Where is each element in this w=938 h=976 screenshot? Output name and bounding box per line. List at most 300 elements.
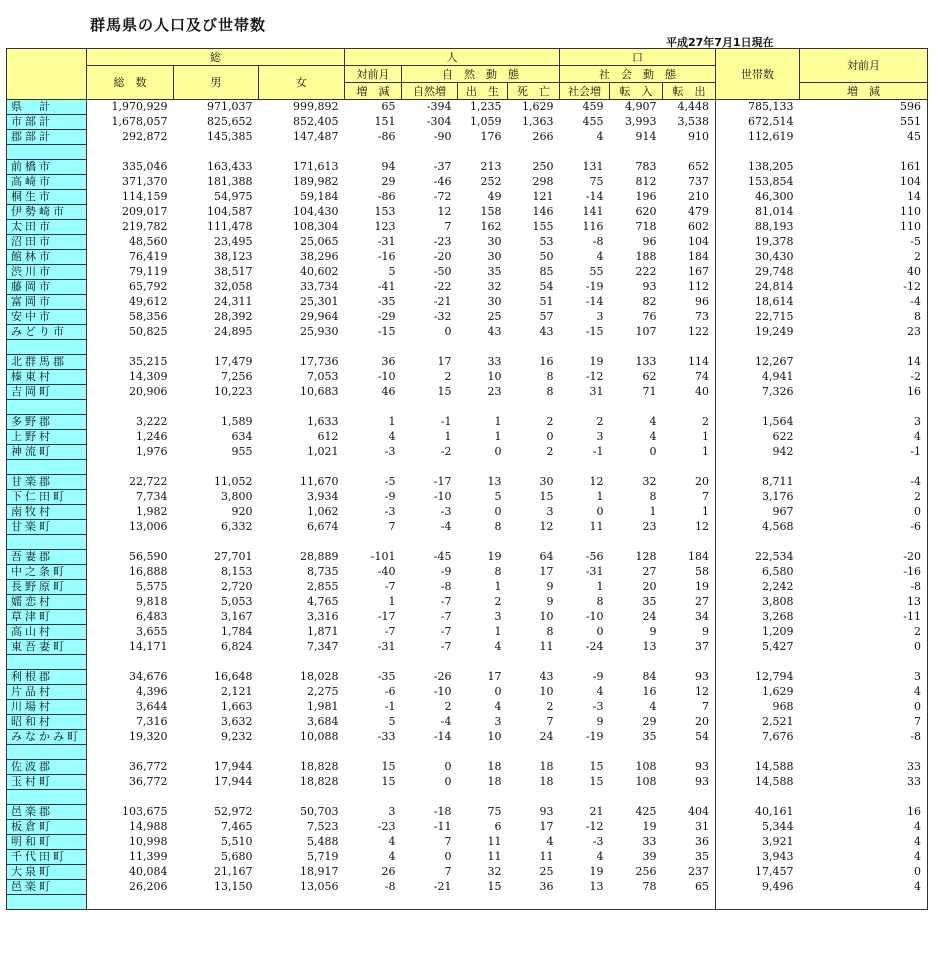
total-cell xyxy=(87,895,174,910)
moved-in-cell: 96 xyxy=(642,235,657,248)
female-cell: 38,296 xyxy=(300,250,339,263)
moved-out-cell: 112 xyxy=(688,280,709,293)
natural-increase-cell xyxy=(402,895,458,910)
moved-out-cell: 40 xyxy=(695,385,709,398)
households-cell: 153,854 xyxy=(716,175,800,190)
change-cell: 15 xyxy=(381,760,396,773)
table-row xyxy=(7,550,928,565)
male-cell: 3,632 xyxy=(221,715,253,728)
area-name: 北群馬郡 xyxy=(7,355,87,370)
area-name: 伊勢崎市 xyxy=(7,205,87,220)
natural-increase-cell xyxy=(402,400,458,415)
male-cell: 2,121 xyxy=(221,685,253,698)
table-row xyxy=(7,205,928,220)
deaths-cell: 12 xyxy=(539,520,554,533)
male-cell: 5,680 xyxy=(221,850,253,863)
social-increase-cell: 9 xyxy=(596,715,604,728)
area-name: 郡部計 xyxy=(7,130,87,145)
moved-out-cell: 404 xyxy=(688,805,709,818)
births-cell: 11 xyxy=(487,835,502,848)
household-change-cell: 33 xyxy=(800,775,928,790)
social-increase-cell: 4 xyxy=(596,130,604,143)
moved-in-cell: 76 xyxy=(642,310,657,323)
deaths-cell xyxy=(508,340,560,355)
natural-increase-cell: 0 xyxy=(444,775,452,788)
births-cell: 4 xyxy=(494,640,502,653)
table-row xyxy=(7,715,928,730)
moved-out-cell: 73 xyxy=(695,310,709,323)
social-increase-cell xyxy=(560,655,610,670)
births-cell: 25 xyxy=(487,310,502,323)
total-cell: 219,782 xyxy=(122,220,168,233)
spacer-row xyxy=(7,790,928,805)
change-cell xyxy=(345,745,402,760)
male-cell: 13,150 xyxy=(214,880,253,893)
moved-out-cell: 210 xyxy=(688,190,709,203)
social-increase-cell xyxy=(560,895,610,910)
households-cell: 7,676 xyxy=(716,730,800,745)
table-row xyxy=(7,385,928,400)
births-cell: 1,235 xyxy=(470,100,502,114)
change-cell xyxy=(345,340,402,355)
change-cell: -8 xyxy=(384,880,396,893)
area-name xyxy=(7,655,87,670)
deaths-cell: 266 xyxy=(532,130,554,143)
births-cell: 17 xyxy=(487,670,502,683)
households-cell: 4,941 xyxy=(716,370,800,385)
household-change-cell: 14 xyxy=(800,190,928,205)
moved-out-cell: 7 xyxy=(702,700,709,713)
total-cell: 209,017 xyxy=(122,205,168,218)
change-cell: -35 xyxy=(377,295,396,308)
female-cell: 999,892 xyxy=(293,100,339,114)
area-name: 東吾妻町 xyxy=(7,640,87,655)
male-cell: 16,648 xyxy=(214,670,253,683)
natural-increase-cell: -20 xyxy=(433,250,452,263)
as-of-date: 平成27年7月1日現在 xyxy=(666,36,774,49)
area-name xyxy=(7,145,87,160)
household-change-cell: 104 xyxy=(800,175,928,190)
households-cell xyxy=(716,145,800,160)
moved-out-cell: 93 xyxy=(695,760,709,773)
change-cell: 26 xyxy=(381,865,396,878)
natural-increase-cell: 7 xyxy=(444,220,452,233)
table-row xyxy=(7,640,928,655)
male-cell xyxy=(174,145,259,160)
change-cell: 5 xyxy=(388,265,396,278)
moved-out-cell: 35 xyxy=(695,850,709,863)
social-increase-cell: 0 xyxy=(596,505,604,518)
births-cell: 19 xyxy=(487,550,502,563)
area-name: 渋川市 xyxy=(7,265,87,280)
area-name: 高崎市 xyxy=(7,175,87,190)
natural-increase-cell: 12 xyxy=(437,205,452,218)
households-cell: 6,580 xyxy=(716,565,800,580)
births-cell: 49 xyxy=(487,190,502,203)
deaths-cell: 18 xyxy=(539,760,554,773)
female-cell: 18,917 xyxy=(300,865,339,878)
households-cell xyxy=(716,535,800,550)
change-cell: -101 xyxy=(370,550,396,563)
header-prev-top: 対前月 xyxy=(800,49,928,83)
female-cell: 1,021 xyxy=(307,445,339,458)
male-cell: 11,052 xyxy=(214,475,253,488)
household-change-cell xyxy=(800,340,928,355)
household-change-cell: -20 xyxy=(800,550,928,565)
total-cell: 14,309 xyxy=(129,370,168,383)
area-name: 吾妻郡 xyxy=(7,550,87,565)
deaths-cell: 25 xyxy=(539,865,554,878)
female-cell: 59,184 xyxy=(300,190,339,203)
area-name: 前橋市 xyxy=(7,160,87,175)
male-cell: 7,465 xyxy=(221,820,253,833)
header-female: 女 xyxy=(259,66,345,100)
change-cell: 123 xyxy=(374,220,396,233)
area-name xyxy=(7,745,87,760)
moved-out-cell: 58 xyxy=(695,565,709,578)
change-cell: -3 xyxy=(384,445,396,458)
moved-in-cell: 425 xyxy=(635,805,657,818)
natural-increase-cell: -8 xyxy=(440,580,452,593)
births-cell xyxy=(458,340,508,355)
moved-out-cell: 96 xyxy=(695,295,709,308)
moved-in-cell: 3,993 xyxy=(625,115,657,128)
area-name: 榛東村 xyxy=(7,370,87,385)
social-increase-cell: 2 xyxy=(596,415,604,428)
social-increase-cell: 15 xyxy=(589,760,604,773)
male-cell xyxy=(174,790,259,805)
deaths-cell: 64 xyxy=(539,550,554,563)
male-cell: 104,587 xyxy=(207,205,253,218)
births-cell: 0 xyxy=(494,685,502,698)
area-name: 安中市 xyxy=(7,310,87,325)
natural-increase-cell xyxy=(402,745,458,760)
natural-increase-cell: -23 xyxy=(433,235,452,248)
change-cell: 65 xyxy=(381,100,396,114)
deaths-cell: 8 xyxy=(546,625,554,638)
deaths-cell: 17 xyxy=(539,820,554,833)
natural-increase-cell xyxy=(402,790,458,805)
area-name xyxy=(7,535,87,550)
change-cell: -31 xyxy=(377,235,396,248)
households-cell: 112,619 xyxy=(716,130,800,145)
natural-increase-cell: -2 xyxy=(440,445,452,458)
births-cell: 0 xyxy=(494,505,502,518)
male-cell: 38,517 xyxy=(214,265,253,278)
total-cell: 79,119 xyxy=(129,265,168,278)
header-total: 総 数 xyxy=(87,66,174,100)
natural-increase-cell: -50 xyxy=(433,265,452,278)
area-name: 太田市 xyxy=(7,220,87,235)
female-cell: 10,683 xyxy=(300,385,339,398)
header-prev-bottom: 増 減 xyxy=(800,83,928,100)
deaths-cell: 17 xyxy=(539,565,554,578)
households-cell: 19,249 xyxy=(716,325,800,340)
total-cell: 35,215 xyxy=(129,355,168,368)
moved-in-cell: 108 xyxy=(635,775,657,788)
female-cell: 17,736 xyxy=(300,355,339,368)
area-name: 板倉町 xyxy=(7,820,87,835)
spacer-row xyxy=(7,145,928,160)
table-row xyxy=(7,370,928,385)
header-natural-increase: 自然増 xyxy=(402,83,458,100)
total-cell: 58,356 xyxy=(129,310,168,323)
births-cell: 1 xyxy=(494,625,502,638)
change-cell: 29 xyxy=(381,175,396,188)
births-cell: 23 xyxy=(487,385,502,398)
household-change-cell: 2 xyxy=(800,625,928,640)
moved-out-cell: 4,448 xyxy=(677,100,709,114)
household-change-cell xyxy=(800,745,928,760)
female-cell: 104,430 xyxy=(293,205,339,218)
social-increase-cell: -1 xyxy=(592,445,604,458)
household-change-cell xyxy=(800,535,928,550)
households-cell: 5,427 xyxy=(716,640,800,655)
natural-increase-cell: 2 xyxy=(444,700,452,713)
deaths-cell: 43 xyxy=(539,325,554,338)
change-cell: 46 xyxy=(381,385,396,398)
change-cell: 15 xyxy=(381,775,396,788)
total-cell: 10,998 xyxy=(129,835,168,848)
area-name: 甘楽町 xyxy=(7,520,87,535)
male-cell: 7,256 xyxy=(221,370,253,383)
moved-out-cell: 12 xyxy=(695,685,709,698)
total-cell: 7,316 xyxy=(136,715,168,728)
social-increase-cell xyxy=(560,460,610,475)
change-cell: -15 xyxy=(377,325,396,338)
change-cell: 7 xyxy=(388,520,396,533)
female-cell: 33,734 xyxy=(300,280,339,293)
male-cell: 3,167 xyxy=(221,610,253,623)
female-cell xyxy=(259,535,345,550)
births-cell: 162 xyxy=(480,220,502,233)
total-cell: 3,644 xyxy=(136,700,168,713)
total-cell: 13,006 xyxy=(129,520,168,533)
total-cell: 3,222 xyxy=(136,415,168,428)
social-increase-cell: -15 xyxy=(585,325,604,338)
table-row xyxy=(7,685,928,700)
household-change-cell xyxy=(800,145,928,160)
natural-increase-cell: -7 xyxy=(440,610,452,623)
moved-out-cell: 1 xyxy=(702,505,709,518)
deaths-cell xyxy=(508,745,560,760)
deaths-cell xyxy=(508,655,560,670)
deaths-cell: 10 xyxy=(539,610,554,623)
deaths-cell: 2 xyxy=(546,415,554,428)
table-row xyxy=(7,265,928,280)
female-cell: 25,065 xyxy=(300,235,339,248)
female-cell: 3,316 xyxy=(307,610,339,623)
social-increase-cell: -19 xyxy=(585,280,604,293)
area-name: 神流町 xyxy=(7,445,87,460)
moved-out-cell: 910 xyxy=(688,130,709,143)
table-row xyxy=(7,805,928,820)
births-cell xyxy=(458,460,508,475)
household-change-cell: 4 xyxy=(800,430,928,445)
natural-increase-cell: 2 xyxy=(444,370,452,383)
births-cell: 213 xyxy=(480,160,502,173)
household-change-cell xyxy=(800,655,928,670)
moved-in-cell: 4 xyxy=(649,700,657,713)
social-increase-cell: 4 xyxy=(596,850,604,863)
table-row xyxy=(7,160,928,175)
births-cell: 35 xyxy=(487,265,502,278)
moved-out-cell: 184 xyxy=(688,250,709,263)
male-cell: 825,652 xyxy=(207,115,253,128)
female-cell: 2,855 xyxy=(307,580,339,593)
male-cell: 6,332 xyxy=(221,520,253,533)
births-cell: 1 xyxy=(494,580,502,593)
header-births: 出 生 xyxy=(458,83,508,100)
total-cell: 1,970,929 xyxy=(111,100,168,114)
female-cell: 1,062 xyxy=(307,505,339,518)
table-row xyxy=(7,820,928,835)
moved-in-cell: 32 xyxy=(642,475,657,488)
natural-increase-cell: 0 xyxy=(444,850,452,863)
change-cell xyxy=(345,790,402,805)
social-increase-cell: 19 xyxy=(589,355,604,368)
births-cell xyxy=(458,745,508,760)
natural-increase-cell xyxy=(402,655,458,670)
moved-in-cell: 8 xyxy=(649,490,657,503)
total-cell: 6,483 xyxy=(136,610,168,623)
total-cell: 114,159 xyxy=(122,190,168,203)
header-moved-out: 転 出 xyxy=(663,83,716,100)
moved-in-cell: 13 xyxy=(642,640,657,653)
deaths-cell xyxy=(508,535,560,550)
moved-out-cell xyxy=(663,145,716,160)
household-change-cell: 3 xyxy=(800,415,928,430)
social-increase-cell: 459 xyxy=(582,100,604,114)
households-cell xyxy=(716,655,800,670)
change-cell: 94 xyxy=(381,160,396,173)
births-cell: 0 xyxy=(494,445,502,458)
area-name: 嬬恋村 xyxy=(7,595,87,610)
deaths-cell: 3 xyxy=(546,505,554,518)
male-cell: 8,153 xyxy=(221,565,253,578)
table-row xyxy=(7,865,928,880)
female-cell: 147,487 xyxy=(293,130,339,143)
births-cell xyxy=(458,790,508,805)
moved-in-cell: 20 xyxy=(642,580,657,593)
area-name: 県 計 xyxy=(7,100,87,115)
social-increase-cell: 55 xyxy=(589,265,604,278)
moved-in-cell: 256 xyxy=(635,865,657,878)
household-change-cell: 0 xyxy=(800,700,928,715)
social-increase-cell: 455 xyxy=(582,115,604,128)
household-change-cell: 40 xyxy=(800,265,928,280)
table-row xyxy=(7,580,928,595)
female-cell xyxy=(259,745,345,760)
household-change-cell: 23 xyxy=(800,325,928,340)
births-cell: 30 xyxy=(487,295,502,308)
social-increase-cell: 31 xyxy=(589,385,604,398)
deaths-cell: 0 xyxy=(546,430,554,443)
household-change-cell: 45 xyxy=(800,130,928,145)
male-cell: 634 xyxy=(231,430,253,443)
moved-out-cell xyxy=(663,340,716,355)
household-change-cell: 4 xyxy=(800,880,928,895)
deaths-cell: 15 xyxy=(539,490,554,503)
change-cell: -35 xyxy=(377,670,396,683)
male-cell: 6,824 xyxy=(221,640,253,653)
births-cell xyxy=(458,895,508,910)
household-change-cell: 0 xyxy=(800,505,928,520)
births-cell: 18 xyxy=(487,775,502,788)
household-change-cell: 0 xyxy=(800,865,928,880)
moved-out-cell: 34 xyxy=(695,610,709,623)
households-cell: 40,161 xyxy=(716,805,800,820)
household-change-cell: -11 xyxy=(800,610,928,625)
change-cell: -9 xyxy=(384,490,396,503)
spacer-row xyxy=(7,400,928,415)
social-increase-cell: 19 xyxy=(589,865,604,878)
moved-in-cell: 93 xyxy=(642,280,657,293)
total-cell xyxy=(87,400,174,415)
male-cell: 23,495 xyxy=(214,235,253,248)
moved-in-cell: 35 xyxy=(642,730,657,743)
moved-in-cell: 19 xyxy=(642,820,657,833)
male-cell: 17,944 xyxy=(214,775,253,788)
natural-increase-cell: -4 xyxy=(440,520,452,533)
area-name: 千代田町 xyxy=(7,850,87,865)
change-cell xyxy=(345,460,402,475)
male-cell: 181,388 xyxy=(207,175,253,188)
natural-increase-cell: -32 xyxy=(433,310,452,323)
natural-increase-cell: -394 xyxy=(426,100,452,114)
moved-out-cell: 20 xyxy=(695,475,709,488)
female-cell xyxy=(259,895,345,910)
total-cell: 76,419 xyxy=(129,250,168,263)
natural-increase-cell: -10 xyxy=(433,685,452,698)
moved-out-cell: 37 xyxy=(695,640,709,653)
social-increase-cell: -56 xyxy=(585,550,604,563)
deaths-cell: 298 xyxy=(532,175,554,188)
moved-in-cell xyxy=(610,655,663,670)
moved-out-cell: 737 xyxy=(688,175,709,188)
moved-in-cell: 783 xyxy=(635,160,657,173)
moved-in-cell: 128 xyxy=(635,550,657,563)
births-cell: 75 xyxy=(487,805,502,818)
household-change-cell: -2 xyxy=(800,370,928,385)
change-cell: -33 xyxy=(377,730,396,743)
female-cell: 4,765 xyxy=(307,595,339,608)
header-deaths: 死 亡 xyxy=(508,83,560,100)
change-cell: -6 xyxy=(384,685,396,698)
female-cell: 852,405 xyxy=(293,115,339,128)
total-cell: 371,370 xyxy=(122,175,168,188)
deaths-cell: 57 xyxy=(539,310,554,323)
households-cell: 12,794 xyxy=(716,670,800,685)
area-name xyxy=(7,340,87,355)
moved-out-cell: 93 xyxy=(695,775,709,788)
spacer-row xyxy=(7,535,928,550)
household-change-cell: -4 xyxy=(800,295,928,310)
natural-increase-cell: -1 xyxy=(440,415,452,428)
male-cell: 24,311 xyxy=(214,295,253,308)
moved-out-cell: 122 xyxy=(688,325,709,338)
change-cell: 151 xyxy=(374,115,396,128)
total-cell: 14,988 xyxy=(129,820,168,833)
table-row xyxy=(7,310,928,325)
births-cell: 30 xyxy=(487,250,502,263)
deaths-cell: 11 xyxy=(539,850,554,863)
table-row xyxy=(7,475,928,490)
social-increase-cell: 141 xyxy=(582,205,604,218)
households-cell xyxy=(716,790,800,805)
area-name: 上野村 xyxy=(7,430,87,445)
change-cell xyxy=(345,895,402,910)
